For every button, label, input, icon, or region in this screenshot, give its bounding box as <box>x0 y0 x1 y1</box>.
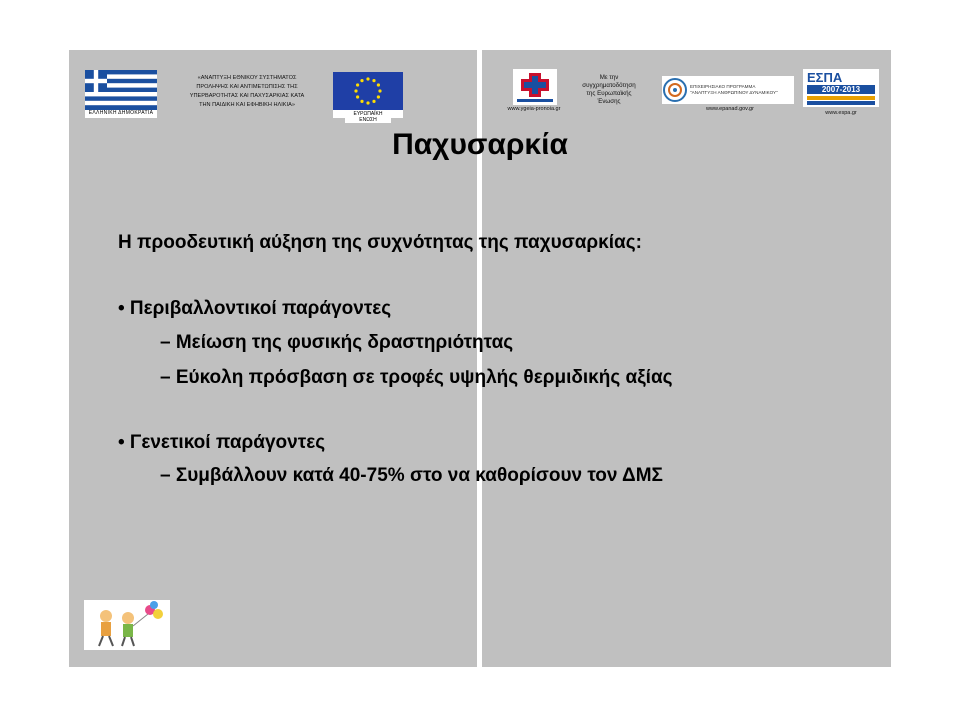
ministry-caption: www.ygeia-pronoia.gr <box>507 106 561 112</box>
bullet-environmental: • Περιβαλλοντικοί παράγοντες <box>118 298 392 319</box>
compass-icon <box>662 77 688 103</box>
opprog-caption: www.epanad.gov.gr <box>706 106 754 112</box>
sub-bullet-food-access: – Εύκολη πρόσβαση σε τροφές υψηλής θερμιδικής αξίας <box>160 367 673 388</box>
sub-bullet-bmi: – Συμβάλλουν κατά 40-75% στο να καθορίσουν τον ΔΜΣ <box>160 465 663 486</box>
slide-title: Παχυσαρκία <box>392 128 568 161</box>
operational-program-logo: ΕΠΙΧΕΙΡΗΣΙΑΚΟ ΠΡΟΓΡΑΜΜΑ "ΑΝΑΠΤΥΞΗ ΑΝΘΡΩΠΙΝΟΥ ΔΥΝΑΜΙΚΟΥ" <box>662 76 794 104</box>
sub-bullet-activity: – Μείωση της φυσικής δραστηριότητας <box>160 332 514 353</box>
cofunding-text: Με την συγχρηματοδότηση της Ευρωπαϊκής Ένωσης <box>582 74 636 105</box>
bullet-genetic: • Γενετικοί παράγοντες <box>118 432 326 453</box>
kids-illustration-logo <box>84 600 170 650</box>
ministry-health-logo <box>513 69 557 105</box>
eu-caption: ΕΥΡΩΠΑΪΚΗ ΕΝΩΣΗ <box>345 111 391 123</box>
intro-text: Η προοδευτική αύξηση της συχνότητας της παχυσαρκίας: <box>118 232 642 253</box>
espa-caption: www.espa.gr <box>825 110 857 116</box>
flag-caption: ΕΛΛΗΝΙΚΗ ΔΗΜΟΚΡΑΤΙΑ <box>88 110 154 116</box>
program-title: «ΑΝΑΠΤΥΞΗ ΕΘΝΙΚΟΥ ΣΥΣΤΗΜΑΤΟΣ ΠΡΟΛΗΨΗΣ ΚΑΙ ΑΝΤΙΜΕΤΩΠΙΣΗΣ ΤΗΣ ΥΠΕΡΒΑΡΟΤΗΤΑΣ ΚΑΙ ΠΑΧΥΣΑΡΚΙΑΣ ΚΑΤΑ ΤΗΝ ΠΑΙΔΙΚΗ ΚΑΙ ΕΦΗΒΙΚΗ ΗΛΙΚΙΑ» <box>189 75 305 108</box>
espa-logo: ΕΣΠΑ 2007-2013 <box>803 69 879 107</box>
